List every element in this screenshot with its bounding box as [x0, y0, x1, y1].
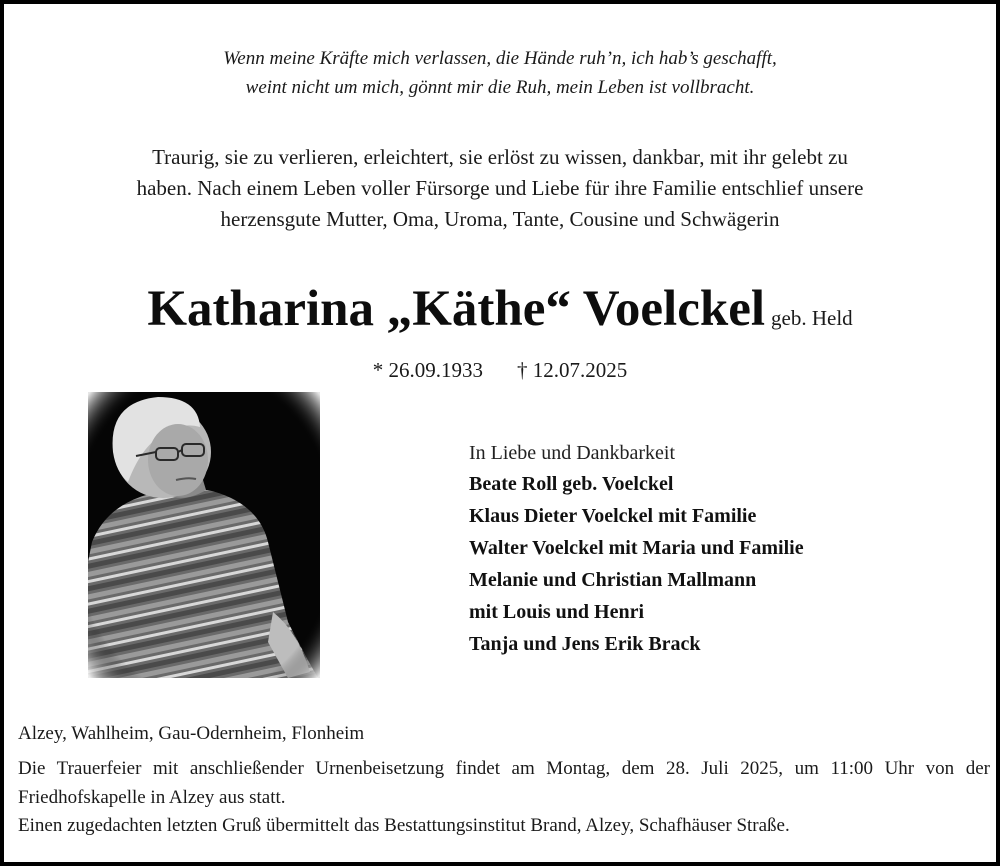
mourner-name: mit Louis und Henri: [469, 601, 645, 623]
mourner-name: Melanie und Christian Mallmann: [469, 569, 757, 591]
places-of-residence: Alzey, Wahlheim, Gau-Odernheim, Flonheim: [18, 723, 365, 744]
intro-text: [44, 142, 956, 235]
portrait-photo: [88, 392, 320, 678]
mourner-name: Beate Roll geb. Voelckel: [469, 473, 674, 495]
life-dates: [4, 358, 996, 383]
intro-line: Traurig, sie zu verlieren, erleichtert, sie erlöst zu wissen, dankbar, mit ihr gelebt zu: [152, 145, 848, 169]
footer-info: [18, 720, 990, 839]
obituary-notice: [4, 4, 996, 862]
poem-verse: [4, 44, 996, 102]
deceased-name: Katharina „Käthe“ Voelckel: [147, 281, 766, 337]
portrait-image: [88, 392, 320, 678]
funeral-ceremony-info: Die Trauerfeier mit anschließender Urnenbeisetzung findet am Montag, dem 28. Juli 2025, um 11:00 Uhr von der Friedhofskapelle in Alzey aus statt.: [18, 758, 990, 808]
poem-line: Wenn meine Kräfte mich verlassen, die Hände ruh’n, ich hab’s geschafft,: [223, 48, 777, 69]
death-date: † 12.07.2025: [517, 358, 628, 382]
maiden-name: geb. Held: [771, 306, 853, 330]
deceased-name-line: [4, 280, 996, 338]
funeral-home-greeting: Einen zugedachten letzten Gruß übermittelt das Bestattungsinstitut Brand, Alzey, Schafhäuser Straße.: [18, 815, 790, 836]
mourner-name: Klaus Dieter Voelckel mit Familie: [469, 505, 757, 527]
intro-line: haben. Nach einem Leben voller Fürsorge und Liebe für ihre Familie entschlief unsere: [136, 176, 864, 200]
intro-line: herzensgute Mutter, Oma, Uroma, Tante, Cousine und Schwägerin: [220, 207, 780, 231]
mourner-name: Walter Voelckel mit Maria und Familie: [469, 537, 804, 559]
mourners-list: [469, 438, 949, 660]
mourner-name: Tanja und Jens Erik Brack: [469, 633, 701, 655]
birth-date: * 26.09.1933: [372, 358, 483, 382]
poem-line: weint nicht um mich, gönnt mir die Ruh, mein Leben ist vollbracht.: [245, 77, 755, 98]
mourners-heading: In Liebe und Dankbarkeit: [469, 442, 676, 464]
